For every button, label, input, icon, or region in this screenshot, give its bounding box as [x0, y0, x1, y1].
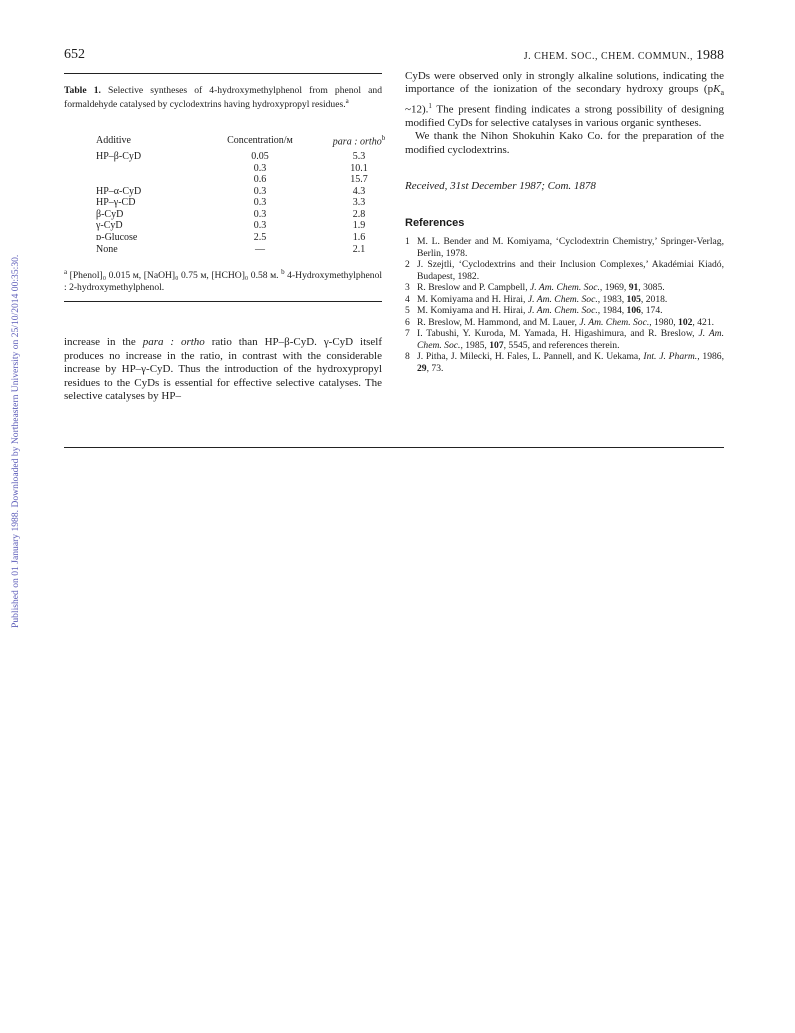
left-text-1: increase in the — [64, 336, 143, 348]
reference-volume: 102 — [678, 316, 693, 328]
reference-text: , 73. — [426, 362, 444, 374]
cell-additive: HP–α-CyD — [96, 185, 142, 197]
reference-item — [405, 305, 724, 317]
footnote-a-mark: a — [64, 268, 68, 276]
cell-additive — [96, 163, 200, 175]
cell-ratio: 5.3 — [352, 150, 366, 162]
right-column-text — [405, 70, 724, 157]
received-date: Received, 31st December 1987; Com. 1878 — [405, 180, 596, 192]
cell-concentration: — — [255, 243, 265, 255]
cell-concentration: 0.3 — [253, 197, 267, 209]
reference-text: J. Szejtli, ‘Cyclodextrins and their Inclusion Complexes,’ Akadémiai Kiadó, Budapest, 1982. — [417, 259, 724, 282]
table-caption-text: Selective syntheses of 4-hydroxymethylphenol from phenol and formaldehyde catalysed by cyclodextrins having hydroxypropyl residues. — [64, 85, 382, 111]
cell-concentration: 0.3 — [253, 208, 267, 220]
table-row — [96, 186, 398, 198]
reference-item — [405, 236, 724, 259]
journal-name: J. CHEM. SOC., CHEM. COMMUN., — [523, 51, 693, 62]
journal-year: 1988 — [696, 48, 724, 63]
table-header-row — [96, 133, 398, 151]
reference-text: , 1984, — [597, 305, 627, 316]
reference-journal: J. Am. Chem. Soc. — [417, 328, 724, 351]
cell-concentration: 0.6 — [253, 174, 267, 186]
reference-text: J. Pitha, J. Milecki, H. Fales, L. Pannell, and K. Uekama, — [417, 351, 644, 362]
reference-item — [405, 351, 724, 374]
cell-concentration: 0.05 — [251, 150, 269, 162]
table-row — [96, 163, 398, 175]
reference-volume: 105 — [626, 293, 641, 305]
reference-item — [405, 282, 724, 294]
reference-text: , 1985, — [460, 339, 490, 351]
reference-text: R. Breslow, M. Hammond, and M. Lauer, — [417, 316, 580, 328]
cell-ratio: 2.8 — [352, 208, 366, 220]
paragraph-1 — [405, 70, 724, 130]
reference-text: , 1983, — [597, 293, 627, 305]
reference-text: , 5545, and references therein. — [503, 339, 620, 351]
cell-concentration: 0.3 — [253, 220, 267, 232]
cell-ratio: 15.7 — [350, 174, 368, 186]
table-caption — [64, 85, 382, 111]
reference-number: 4 — [405, 293, 410, 305]
reference-number: 2 — [405, 259, 410, 270]
table-row — [96, 209, 398, 221]
reference-text: , 2018. — [640, 293, 668, 305]
running-header — [470, 48, 724, 64]
col-ratio — [320, 133, 398, 151]
table-row — [96, 220, 398, 232]
reference-number: 6 — [405, 316, 410, 328]
reference-text: M. Komiyama and H. Hirai, — [417, 305, 528, 316]
page-bottom-rule — [64, 447, 724, 448]
footnote-b: 4-Hydroxymethylphenol : 2-hydroxymethylphenol. — [64, 270, 383, 293]
page-number: 652 — [64, 47, 85, 62]
reference-item — [405, 294, 724, 306]
reference-text: M. Komiyama and H. Hirai, — [417, 293, 528, 305]
p1-text-b: ~12). — [405, 103, 429, 116]
reference-text: M. L. Bender and M. Komiyama, ‘Cyclodextrin Chemistry,’ Springer-Verlag, Berlin, 1978. — [417, 236, 724, 259]
left-text-2: ratio than HP–β-CyD. γ-CyD itself produces no increase in the ratio, in contrast with the considerable increase by HP–γ-CyD. Thus the introduction of the hydroxypropyl residues to the CyDs is essential for effective selective catalyses. The selective catalyses by HP– — [64, 336, 383, 403]
results-table — [96, 133, 398, 255]
table-body — [96, 151, 398, 255]
cell-ratio: 3.3 — [352, 197, 366, 209]
reference-journal: J. Am. Chem. Soc. — [527, 305, 598, 316]
reference-volume: 91 — [628, 282, 639, 293]
reference-item — [405, 259, 724, 282]
table-row — [96, 151, 398, 163]
cell-additive: γ-CyD — [96, 220, 123, 232]
reference-item — [405, 317, 724, 329]
reference-text: , 3085. — [638, 282, 665, 293]
left-text-italic: para : ortho — [142, 336, 205, 348]
download-watermark — [2, 208, 21, 628]
cell-additive: None — [96, 243, 118, 255]
footnote-a: [Phenol]₀ 0.015 м, [NaOH]₀ 0.75 м, [HCHO]₀ 0.58 м. — [69, 270, 279, 282]
pka-sub: a — [720, 88, 724, 98]
cell-ratio: 2.1 — [352, 243, 366, 255]
pka-k: K — [713, 83, 721, 96]
cell-ratio: 4.3 — [352, 185, 366, 197]
table-top-rule — [64, 73, 382, 74]
references-heading: References — [405, 217, 465, 229]
cell-additive: HP–γ-CD — [96, 197, 136, 209]
reference-journal: J. Am. Chem. Soc. — [530, 282, 600, 293]
reference-volume: 106 — [626, 305, 641, 316]
col-concentration: Concentration/м — [227, 134, 293, 146]
reference-number: 3 — [405, 282, 410, 293]
cell-concentration: 0.3 — [253, 162, 267, 174]
reference-number: 5 — [405, 305, 410, 316]
reference-text: R. Breslow and P. Campbell, — [417, 282, 530, 293]
reference-text: , 1980, — [649, 316, 679, 328]
cell-additive: ᴅ-Glucose — [96, 232, 138, 244]
table-row — [96, 232, 398, 244]
p1-text-c: The present finding indicates a strong possibility of designing modified CyDs for selective catalyses in various organic syntheses. — [405, 103, 724, 130]
references-list — [405, 236, 724, 374]
reference-volume: 107 — [489, 339, 504, 351]
left-column-text — [64, 336, 382, 404]
reference-journal: J. Am. Chem. Soc. — [579, 316, 650, 328]
table-footnotes — [64, 267, 382, 293]
footnote-b-mark: b — [281, 268, 285, 276]
ref-mark-1: 1 — [428, 102, 432, 110]
reference-text: , 174. — [640, 305, 663, 316]
reference-journal: Int. J. Pharm. — [643, 351, 698, 362]
table-row — [96, 197, 398, 209]
reference-text: I. Tabushi, Y. Kuroda, M. Yamada, H. Higashimura, and R. Breslow, — [417, 328, 699, 339]
cell-concentration: 0.3 — [253, 185, 267, 197]
cell-concentration: 2.5 — [253, 232, 267, 244]
acknowledgement: We thank the Nihon Shokuhin Kako Co. for the preparation of the modified cyclodextrins. — [405, 130, 724, 156]
cell-additive: β-CyD — [96, 208, 124, 220]
watermark-text: Published on 01 January 1988. Downloaded by Northeastern University on 25/10/2014 00:35:30. — [10, 254, 21, 628]
cell-additive: HP–β-CyD — [96, 150, 142, 162]
cell-ratio: 10.1 — [350, 162, 368, 174]
cell-ratio: 1.9 — [352, 220, 366, 232]
col-ratio-mark: b — [381, 134, 386, 142]
reference-journal: J. Am. Chem. Soc. — [527, 293, 598, 305]
reference-number: 8 — [405, 351, 410, 362]
caption-footnote-mark: a — [345, 97, 349, 106]
table-bottom-rule — [64, 301, 382, 302]
reference-text: , 421. — [692, 316, 715, 328]
col-ratio-label: para : ortho — [332, 136, 382, 148]
p1-text-a: CyDs were observed only in strongly alkaline solutions, indicating the importance of the ionization of the secondary hydroxy groups (p — [405, 70, 724, 96]
table-label: Table 1. — [64, 85, 101, 96]
table-row — [96, 174, 398, 186]
reference-volume: 29 — [417, 362, 427, 374]
cell-ratio: 1.6 — [352, 232, 366, 244]
col-additive: Additive — [96, 134, 131, 146]
reference-number: 1 — [405, 236, 410, 247]
reference-text: , 1986, — [697, 351, 724, 362]
reference-text: , 1969, — [599, 282, 629, 293]
table-row — [96, 244, 398, 256]
cell-additive — [96, 174, 200, 186]
reference-item — [405, 328, 724, 351]
reference-number: 7 — [405, 328, 410, 339]
